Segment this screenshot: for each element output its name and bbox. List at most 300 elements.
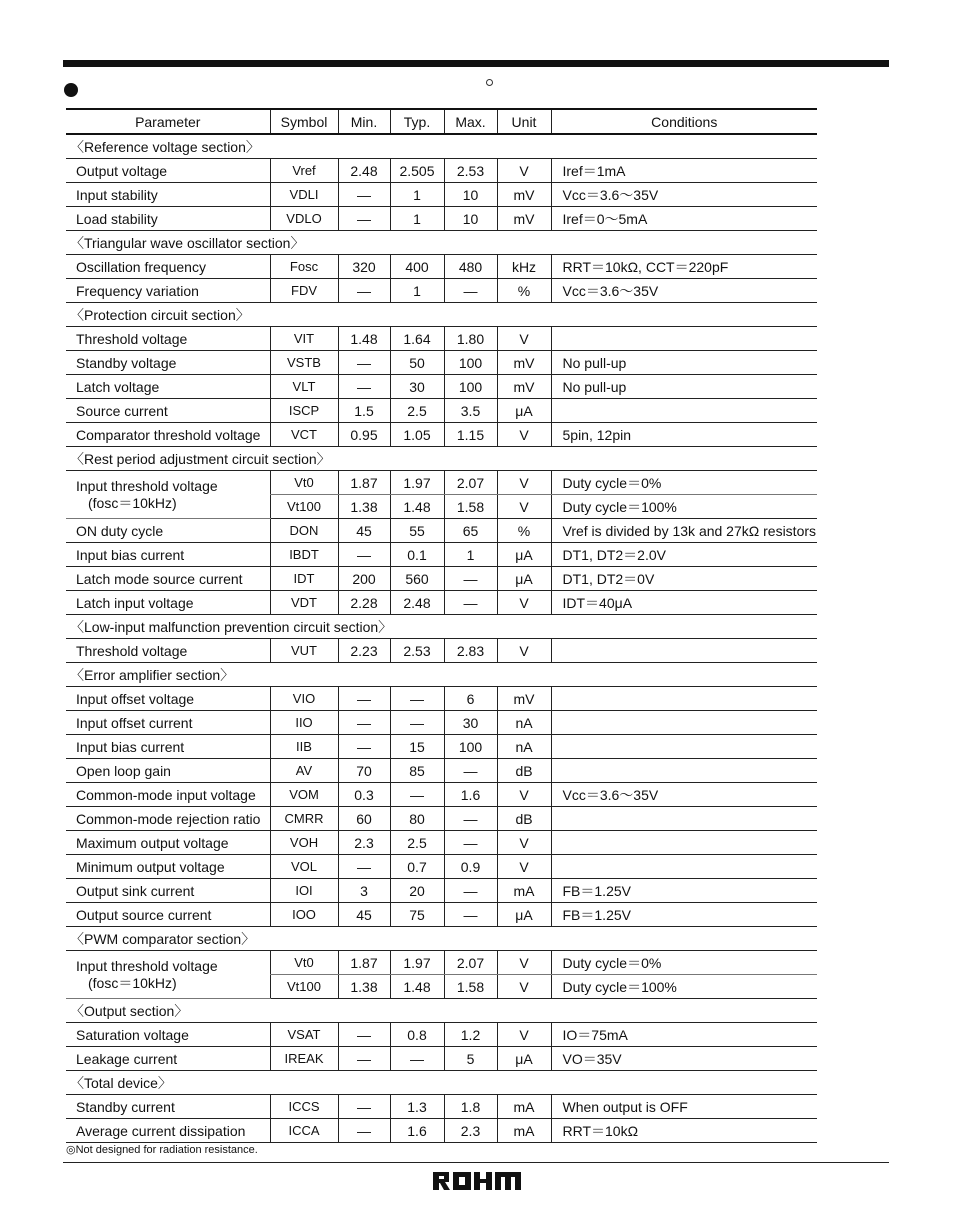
table-row (66, 327, 817, 351)
section-row (66, 927, 817, 951)
conditions-cell (551, 687, 817, 711)
section-row (66, 447, 817, 471)
max-cell: 1.8 (444, 1095, 497, 1119)
parameter-cell (66, 711, 270, 735)
parameter-cell (66, 831, 270, 855)
parameter-name: Load stability (76, 210, 158, 227)
header-min: Min. (338, 109, 390, 134)
parameter-cell (66, 543, 270, 567)
typ-cell: 30 (390, 375, 444, 399)
unit-cell: mV (497, 351, 551, 375)
section-heading: 〈PWM comparator section〉 (66, 927, 817, 951)
symbol-cell: Vt0 (270, 951, 338, 975)
conditions-cell: DT1, DT2＝0V (551, 567, 817, 591)
parameter-cell (66, 255, 270, 279)
table-row (66, 351, 817, 375)
symbol-cell: IIO (270, 711, 338, 735)
parameter-cell (66, 783, 270, 807)
parameter-cell (66, 951, 270, 999)
symbol-cell: VLT (270, 375, 338, 399)
min-cell: — (338, 735, 390, 759)
section-heading: 〈Low-input malfunction prevention circuit section〉 (66, 615, 817, 639)
parameter-cell (66, 567, 270, 591)
header-typ: Typ. (390, 109, 444, 134)
parameter-cell (66, 327, 270, 351)
header-max: Max. (444, 109, 497, 134)
conditions-cell: No pull-up (551, 351, 817, 375)
max-cell: 6 (444, 687, 497, 711)
conditions-cell: DT1, DT2＝2.0V (551, 543, 817, 567)
min-cell: 1.48 (338, 327, 390, 351)
min-cell: — (338, 183, 390, 207)
parameter-cell (66, 759, 270, 783)
parameter-subnote: (fosc＝10kHz) (88, 494, 177, 511)
typ-cell: 15 (390, 735, 444, 759)
min-cell: — (338, 1023, 390, 1047)
table-row (66, 1119, 817, 1143)
min-cell: 200 (338, 567, 390, 591)
max-cell: 1.15 (444, 423, 497, 447)
parameter-cell (66, 471, 270, 519)
table-row (66, 183, 817, 207)
unit-cell: nA (497, 735, 551, 759)
conditions-cell: Duty cycle＝100% (551, 495, 817, 519)
symbol-cell: IOI (270, 879, 338, 903)
max-cell: 480 (444, 255, 497, 279)
symbol-cell: IOO (270, 903, 338, 927)
table-row (66, 807, 817, 831)
parameter-name: Standby current (76, 1098, 175, 1115)
max-cell: 2.3 (444, 1119, 497, 1143)
parameter-name: Comparator threshold voltage (76, 426, 261, 443)
unit-cell: μA (497, 543, 551, 567)
footnote: ◎Not designed for radiation resistance. (66, 1144, 258, 1156)
parameter-name: Latch input voltage (76, 594, 194, 611)
unit-cell: V (497, 639, 551, 663)
parameter-name: ON duty cycle (76, 522, 164, 539)
max-cell: 100 (444, 375, 497, 399)
typ-cell: 1 (390, 183, 444, 207)
min-cell: 2.23 (338, 639, 390, 663)
section-row (66, 1071, 817, 1095)
unit-cell: V (497, 327, 551, 351)
parameter-name: Frequency variation (76, 282, 199, 299)
unit-cell: mA (497, 1095, 551, 1119)
typ-cell: 80 (390, 807, 444, 831)
table-row (66, 543, 817, 567)
parameter-cell (66, 1119, 270, 1143)
min-cell: — (338, 687, 390, 711)
max-cell: 2.83 (444, 639, 497, 663)
symbol-cell: IBDT (270, 543, 338, 567)
parameter-cell (66, 351, 270, 375)
section-heading: 〈Total device〉 (66, 1071, 817, 1095)
conditions-cell: Vcc＝3.6～35V (551, 783, 817, 807)
min-cell: — (338, 351, 390, 375)
max-cell: 3.5 (444, 399, 497, 423)
symbol-cell: VDLO (270, 207, 338, 231)
max-cell: 1.2 (444, 1023, 497, 1047)
electrical-characteristics-table (66, 108, 817, 1143)
unit-cell: V (497, 591, 551, 615)
min-cell: 0.3 (338, 783, 390, 807)
table-row (66, 759, 817, 783)
parameter-cell (66, 879, 270, 903)
conditions-cell: IDT＝40μA (551, 591, 817, 615)
unit-cell: V (497, 783, 551, 807)
typ-cell: 0.7 (390, 855, 444, 879)
symbol-cell: ICCS (270, 1095, 338, 1119)
parameter-name: Input threshold voltage (76, 957, 218, 974)
min-cell: — (338, 279, 390, 303)
unit-cell: mV (497, 207, 551, 231)
typ-cell: 2.505 (390, 159, 444, 183)
symbol-cell: Vt100 (270, 495, 338, 519)
unit-cell: V (497, 855, 551, 879)
section-row (66, 663, 817, 687)
conditions-cell: FB＝1.25V (551, 903, 817, 927)
parameter-cell (66, 159, 270, 183)
min-cell: — (338, 1047, 390, 1071)
parameter-name: Output voltage (76, 162, 168, 179)
parameter-name: Common-mode rejection ratio (76, 810, 261, 827)
max-cell: — (444, 279, 497, 303)
table-row (66, 399, 817, 423)
unit-cell: dB (497, 759, 551, 783)
min-cell: 0.95 (338, 423, 390, 447)
header-unit: Unit (497, 109, 551, 134)
min-cell: 45 (338, 903, 390, 927)
table-row (66, 423, 817, 447)
parameter-name: Input stability (76, 186, 158, 203)
bullet-icon (64, 83, 78, 97)
typ-cell: — (390, 783, 444, 807)
typ-cell: 1.97 (390, 951, 444, 975)
unit-cell: mA (497, 879, 551, 903)
header-symbol: Symbol (270, 109, 338, 134)
conditions-cell: No pull-up (551, 375, 817, 399)
table-row (66, 711, 817, 735)
section-heading: 〈Rest period adjustment circuit section〉 (66, 447, 817, 471)
parameter-name: Standby voltage (76, 354, 177, 371)
parameter-name: Maximum output voltage (76, 834, 229, 851)
conditions-cell: RRT＝10kΩ, CCT＝220pF (551, 255, 817, 279)
table-row (66, 255, 817, 279)
symbol-cell: IDT (270, 567, 338, 591)
min-cell: 70 (338, 759, 390, 783)
table-row (66, 855, 817, 879)
conditions-cell (551, 759, 817, 783)
max-cell: 1 (444, 543, 497, 567)
max-cell: 2.07 (444, 951, 497, 975)
symbol-cell: VOM (270, 783, 338, 807)
typ-cell: 20 (390, 879, 444, 903)
unit-cell: mA (497, 1119, 551, 1143)
table-row (66, 879, 817, 903)
parameter-name: Input bias current (76, 546, 185, 563)
section-heading: 〈Protection circuit section〉 (66, 303, 817, 327)
parameter-cell (66, 1095, 270, 1119)
typ-cell: — (390, 711, 444, 735)
table-row (66, 207, 817, 231)
conditions-cell (551, 831, 817, 855)
symbol-cell: VIO (270, 687, 338, 711)
table-row (66, 831, 817, 855)
max-cell: 65 (444, 519, 497, 543)
unit-cell: μA (497, 903, 551, 927)
typ-cell: — (390, 1047, 444, 1071)
conditions-cell (551, 807, 817, 831)
parameter-cell (66, 807, 270, 831)
parameter-name: Saturation voltage (76, 1026, 189, 1043)
table-header-row (66, 109, 817, 134)
typ-cell: 0.1 (390, 543, 444, 567)
min-cell: 1.87 (338, 951, 390, 975)
max-cell: — (444, 903, 497, 927)
table-row (66, 903, 817, 927)
parameter-cell (66, 903, 270, 927)
table-body (66, 134, 817, 1143)
section-heading: 〈Reference voltage section〉 (66, 134, 817, 159)
symbol-cell: Vt0 (270, 471, 338, 495)
table-row (66, 687, 817, 711)
min-cell: 2.48 (338, 159, 390, 183)
unit-cell: % (497, 519, 551, 543)
unit-cell: mV (497, 183, 551, 207)
unit-cell: kHz (497, 255, 551, 279)
unit-cell: V (497, 975, 551, 999)
symbol-cell: IREAK (270, 1047, 338, 1071)
typ-cell: 2.5 (390, 399, 444, 423)
min-cell: 2.28 (338, 591, 390, 615)
table-row (66, 1095, 817, 1119)
table-row (66, 591, 817, 615)
unit-cell: V (497, 951, 551, 975)
top-rule (63, 60, 889, 67)
typ-cell: 1.64 (390, 327, 444, 351)
symbol-cell: VUT (270, 639, 338, 663)
min-cell: 3 (338, 879, 390, 903)
parameter-subnote: (fosc＝10kHz) (88, 974, 177, 991)
unit-cell: V (497, 159, 551, 183)
typ-cell: 75 (390, 903, 444, 927)
table-row (66, 1023, 817, 1047)
max-cell: 1.6 (444, 783, 497, 807)
max-cell: 2.53 (444, 159, 497, 183)
max-cell: 0.9 (444, 855, 497, 879)
min-cell: 2.3 (338, 831, 390, 855)
conditions-cell (551, 639, 817, 663)
symbol-cell: FDV (270, 279, 338, 303)
conditions-cell (551, 711, 817, 735)
max-cell: 100 (444, 735, 497, 759)
symbol-cell: ICCA (270, 1119, 338, 1143)
table-row (66, 159, 817, 183)
min-cell: 1.38 (338, 495, 390, 519)
unit-cell: V (497, 1023, 551, 1047)
symbol-cell: VDT (270, 591, 338, 615)
conditions-cell: Duty cycle＝0% (551, 951, 817, 975)
conditions-cell: Duty cycle＝100% (551, 975, 817, 999)
parameter-name: Oscillation frequency (76, 258, 206, 275)
unit-cell: mV (497, 687, 551, 711)
parameter-cell (66, 399, 270, 423)
typ-cell: 2.5 (390, 831, 444, 855)
parameter-name: Source current (76, 402, 168, 419)
table-row (66, 279, 817, 303)
typ-cell: 0.8 (390, 1023, 444, 1047)
typ-cell: 1 (390, 207, 444, 231)
conditions-cell: When output is OFF (551, 1095, 817, 1119)
parameter-name: Latch mode source current (76, 570, 243, 587)
symbol-cell: CMRR (270, 807, 338, 831)
max-cell: — (444, 807, 497, 831)
parameter-cell (66, 207, 270, 231)
unit-cell: μA (497, 567, 551, 591)
unit-cell: nA (497, 711, 551, 735)
symbol-cell: AV (270, 759, 338, 783)
table-row (66, 567, 817, 591)
symbol-cell: DON (270, 519, 338, 543)
table-row (66, 735, 817, 759)
table-row (66, 519, 817, 543)
conditions-cell: Iref＝1mA (551, 159, 817, 183)
unit-cell: V (497, 471, 551, 495)
max-cell: — (444, 759, 497, 783)
bottom-rule (63, 1162, 889, 1163)
symbol-cell: Vt100 (270, 975, 338, 999)
max-cell: 1.58 (444, 495, 497, 519)
parameter-cell (66, 519, 270, 543)
conditions-cell: IO＝75mA (551, 1023, 817, 1047)
typ-cell: 2.48 (390, 591, 444, 615)
min-cell: 1.38 (338, 975, 390, 999)
typ-cell: 560 (390, 567, 444, 591)
parameter-name: Latch voltage (76, 378, 160, 395)
typ-cell: 1.48 (390, 975, 444, 999)
max-cell: 5 (444, 1047, 497, 1071)
header-conditions: Conditions (551, 109, 817, 134)
typ-cell: 1.3 (390, 1095, 444, 1119)
symbol-cell: Fosc (270, 255, 338, 279)
conditions-cell: RRT＝10kΩ (551, 1119, 817, 1143)
typ-cell: 1 (390, 279, 444, 303)
unit-cell: μA (497, 1047, 551, 1071)
symbol-cell: ISCP (270, 399, 338, 423)
max-cell: — (444, 831, 497, 855)
parameter-name: Output source current (76, 906, 212, 923)
unit-cell: mV (497, 375, 551, 399)
table-row (66, 783, 817, 807)
table-row (66, 951, 817, 975)
max-cell: 100 (444, 351, 497, 375)
table-row (66, 375, 817, 399)
degree-mark-icon (486, 79, 493, 86)
parameter-cell (66, 735, 270, 759)
parameter-name: Threshold voltage (76, 330, 188, 347)
symbol-cell: VOL (270, 855, 338, 879)
conditions-cell: Iref＝0～5mA (551, 207, 817, 231)
parameter-cell (66, 423, 270, 447)
table-row (66, 471, 817, 495)
parameter-cell (66, 1047, 270, 1071)
parameter-cell (66, 591, 270, 615)
symbol-cell: Vref (270, 159, 338, 183)
min-cell: — (338, 207, 390, 231)
typ-cell: 50 (390, 351, 444, 375)
conditions-cell (551, 855, 817, 879)
conditions-cell: Vref is divided by 13k and 27kΩ resistors (551, 519, 817, 543)
typ-cell: 1.48 (390, 495, 444, 519)
parameter-name: Open loop gain (76, 762, 171, 779)
min-cell: — (338, 1119, 390, 1143)
parameter-cell (66, 855, 270, 879)
max-cell: — (444, 879, 497, 903)
table-row (66, 1047, 817, 1071)
min-cell: 1.87 (338, 471, 390, 495)
conditions-cell: Duty cycle＝0% (551, 471, 817, 495)
conditions-cell: VO＝35V (551, 1047, 817, 1071)
conditions-cell: Vcc＝3.6～35V (551, 183, 817, 207)
parameter-name: Leakage current (76, 1050, 178, 1067)
unit-cell: V (497, 831, 551, 855)
symbol-cell: IIB (270, 735, 338, 759)
conditions-cell: 5pin, 12pin (551, 423, 817, 447)
typ-cell: 55 (390, 519, 444, 543)
max-cell: 10 (444, 207, 497, 231)
section-row (66, 134, 817, 159)
symbol-cell: VIT (270, 327, 338, 351)
parameter-cell (66, 687, 270, 711)
min-cell: 320 (338, 255, 390, 279)
min-cell: — (338, 711, 390, 735)
header-parameter: Parameter (66, 109, 270, 134)
parameter-cell (66, 1023, 270, 1047)
min-cell: — (338, 1095, 390, 1119)
conditions-cell (551, 399, 817, 423)
unit-cell: % (497, 279, 551, 303)
max-cell: 10 (444, 183, 497, 207)
max-cell: 30 (444, 711, 497, 735)
typ-cell: 1.6 (390, 1119, 444, 1143)
typ-cell: 85 (390, 759, 444, 783)
unit-cell: dB (497, 807, 551, 831)
parameter-cell (66, 375, 270, 399)
symbol-cell: VOH (270, 831, 338, 855)
typ-cell: 1.97 (390, 471, 444, 495)
symbol-cell: VSAT (270, 1023, 338, 1047)
min-cell: 1.5 (338, 399, 390, 423)
rohm-logo (432, 1170, 522, 1192)
parameter-cell (66, 639, 270, 663)
conditions-cell (551, 327, 817, 351)
symbol-cell: VSTB (270, 351, 338, 375)
min-cell: 60 (338, 807, 390, 831)
symbol-cell: VCT (270, 423, 338, 447)
max-cell: — (444, 591, 497, 615)
section-row (66, 999, 817, 1023)
conditions-cell: Vcc＝3.6～35V (551, 279, 817, 303)
section-heading: 〈Error amplifier section〉 (66, 663, 817, 687)
parameter-name: Input offset voltage (76, 690, 195, 707)
max-cell: 1.80 (444, 327, 497, 351)
typ-cell: 400 (390, 255, 444, 279)
parameter-name: Input offset current (76, 714, 193, 731)
section-row (66, 615, 817, 639)
min-cell: — (338, 855, 390, 879)
unit-cell: V (497, 495, 551, 519)
conditions-cell: FB＝1.25V (551, 879, 817, 903)
